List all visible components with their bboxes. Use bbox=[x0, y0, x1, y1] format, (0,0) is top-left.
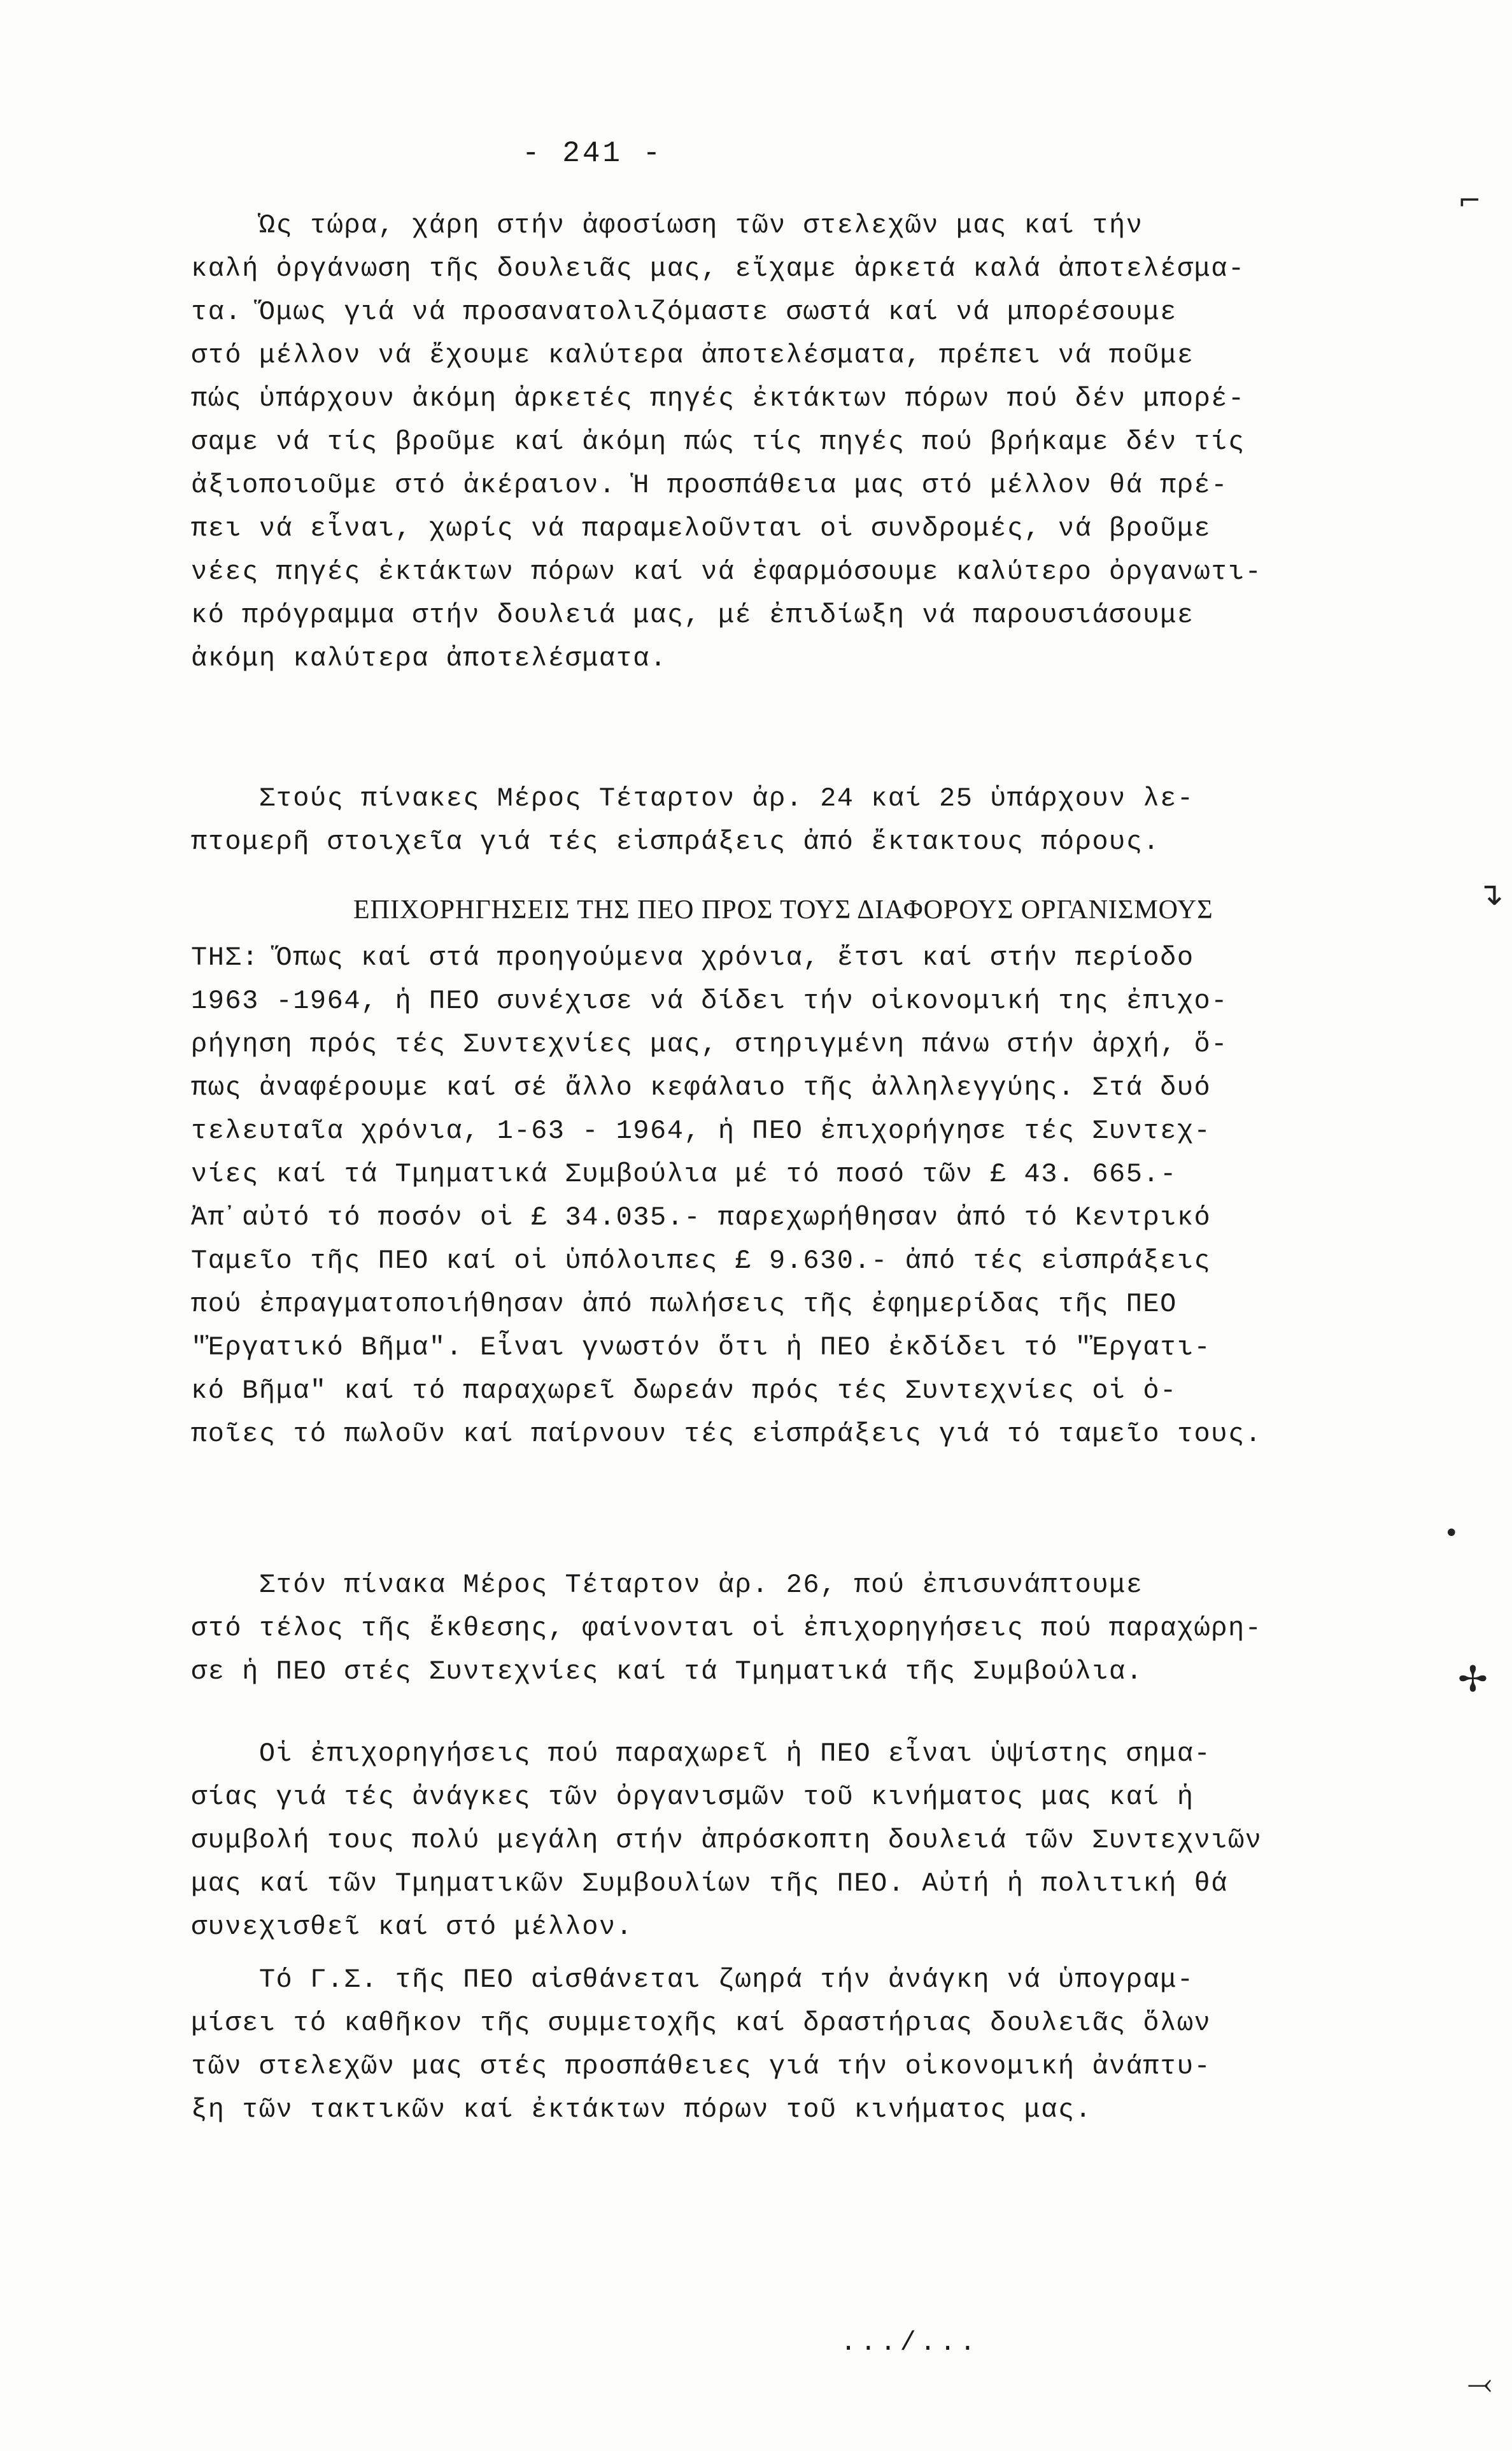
continuation-mark: .../... bbox=[840, 2327, 980, 2358]
paragraph-text: Τό Γ.Σ. τῆς ΠΕΟ αἰσθάνεται ζωηρά τήν ἀνάγκη νά ὑπογραμ- μίσει τό καθῆκον τῆς συμμετοχῆς καί δραστήριας δουλειᾶς ὅλων τῶν στελεχῶν μας στές προσπάθειες γιά τήν οἰκονομική ἀνάπτυ- ξη τῶν τακτικῶν καί ἐκτάκτων πόρων τοῦ κινήματος μας. bbox=[191, 1964, 1212, 2125]
paragraph-financial-results bbox=[191, 204, 1273, 680]
section-heading: ΕΠΙΧΟΡΗΓΗΣΕΙΣ ΤΗΣ ΠΕΟ ΠΡΟΣ ΤΟΥΣ ΔΙΑΦΟΡΟΥΣ ΟΡΓΑΝΙΣΜΟΥΣ bbox=[353, 895, 1213, 925]
margin-dash-mark: ⌐ bbox=[1458, 185, 1481, 217]
paragraph-text: ΤΗΣ: Ὅπως καί στά προηγούμενα χρόνια, ἔτσι καί στήν περίοδο 1963 -1964, ἡ ΠΕΟ συνέχισε νά δίδει τήν οἰκονομική της ἐπιχο- ρήγηση πρός τές Συντεχνίες μας, στηριγμένη πάνω στήν ἀρχή, ὅ- πως ἀναφέρουμε καί σέ ἄλλο κεφάλαιο τῆς ἀλληλεγγύης. Στά δυό τελευταῖα χρόνια, 1-63 - 1964, ἡ ΠΕΟ ἐπιχορήγησε τές Συντεχ- νίες καί τά Τμηματικά Συμβούλια μέ τό ποσό τῶν £ 43. 665.- Ἀπ᾿αὐτό τό ποσόν οἱ £ 34.035.- παρεχωρήθησαν ἀπό τό Κεντρικό Ταμεῖο τῆς ΠΕΟ καί οἱ ὑπόλοιπες £ 9.630.- ἀπό τές εἰσπράξεις πού ἐπραγματοποιήθησαν ἀπό πωλήσεις τῆς ἐφημερίδας τῆς ΠΕΟ "Ἐργατικό Βῆμα". Εἶναι γνωστόν ὅτι ἡ ΠΕΟ ἐκδίδει τό "Ἐργατι- κό Βῆμα" καί τό παραχωρεῖ δωρεάν πρός τές Συντεχνίες οἱ ὁ- ποῖες τό πωλοῦν καί παίρνουν τές εἰσπράξεις γιά τό ταμεῖο τους. bbox=[191, 942, 1262, 1449]
page-number: - 241 - bbox=[522, 137, 663, 170]
margin-dot-mark: • bbox=[1444, 1519, 1459, 1548]
paragraph-text: Στόν πίνακα Μέρος Τέταρτον ἀρ. 26, πού ἐπισυνάπτουμε στό τέλος τῆς ἔκθεσης, φαίνονται οἱ ἐπιχορηγήσεις πού παραχώρη- σε ἡ ΠΕΟ στές Συντεχνίες καί τά Τμηματικά τῆς Συμβούλια. bbox=[191, 1570, 1262, 1687]
paragraph-text: Ὡς τώρα, χάρη στήν ἀφοσίωση τῶν στελεχῶν μας καί τήν καλή ὀργάνωση τῆς δουλειᾶς μας, εἴχαμε ἀρκετά καλά ἀποτελέσμα- τα. Ὅμως γιά νά προσανατολιζόμαστε σωστά καί νά μπορέσουμε στό μέλλον νά ἔχουμε καλύτερα ἀποτελέσματα, πρέπει νά ποῦμε πώς ὑπάρχουν ἀκόμη ἀρκετές πηγές ἐκτάκτων πόρων πού δέν μπορέ- σαμε νά τίς βροῦμε καί ἀκόμη πώς τίς πηγές πού βρήκαμε δέν τίς ἀξιοποιοῦμε στό ἀκέραιον. Ἡ προσπάθεια μας στό μέλλον θά πρέ- πει νά εἶναι, χωρίς νά παραμελοῦνται οἱ συνδρομές, νά βροῦμε νέες πηγές ἐκτάκτων πόρων καί νά ἐφαρμόσουμε καλύτερο ὀργανωτι- κό πρόγραμμα στήν δουλειά μας, μέ ἐπιδίωξη νά παρουσιάσουμε ἀκόμη καλύτερα ἀποτελέσματα. bbox=[191, 210, 1262, 674]
margin-plus-mark: ✢ bbox=[1458, 1659, 1488, 1700]
paragraph-text: Στούς πίνακες Μέρος Τέταρτον ἀρ. 24 καί 25 ὑπάρχουν λε- πτομερῆ στοιχεῖα γιά τές εἰσπράξεις ἀπό ἔκτακτους πόρους. bbox=[191, 783, 1194, 857]
paragraph-table-26 bbox=[191, 1563, 1273, 1693]
paragraph-subsidies bbox=[191, 936, 1273, 1456]
paragraph-general-council bbox=[191, 1958, 1273, 2131]
paragraph-text: Οἱ ἐπιχορηγήσεις πού παραχωρεῖ ἡ ΠΕΟ εἶναι ὑψίστης σημα- σίας γιά τές ἀνάγκες τῶν ὀργανισμῶν τοῦ κινήματος μας καί ἡ συμβολή τους πολύ μεγάλη στήν ἀπρόσκοπτη δουλειά τῶν Συντεχνιῶν μας καί τῶν Τμηματικῶν Συμβουλίων τῆς ΠΕΟ. Αὐτή ἡ πολιτική θά συνεχισθεῖ καί στό μέλλον. bbox=[191, 1738, 1262, 1942]
margin-hook-mark: ⤙ bbox=[1467, 2366, 1492, 2401]
paragraph-subsidy-importance bbox=[191, 1732, 1273, 1949]
margin-arrow-mark: ↴ bbox=[1477, 876, 1504, 913]
paragraph-tables-reference bbox=[191, 777, 1273, 863]
